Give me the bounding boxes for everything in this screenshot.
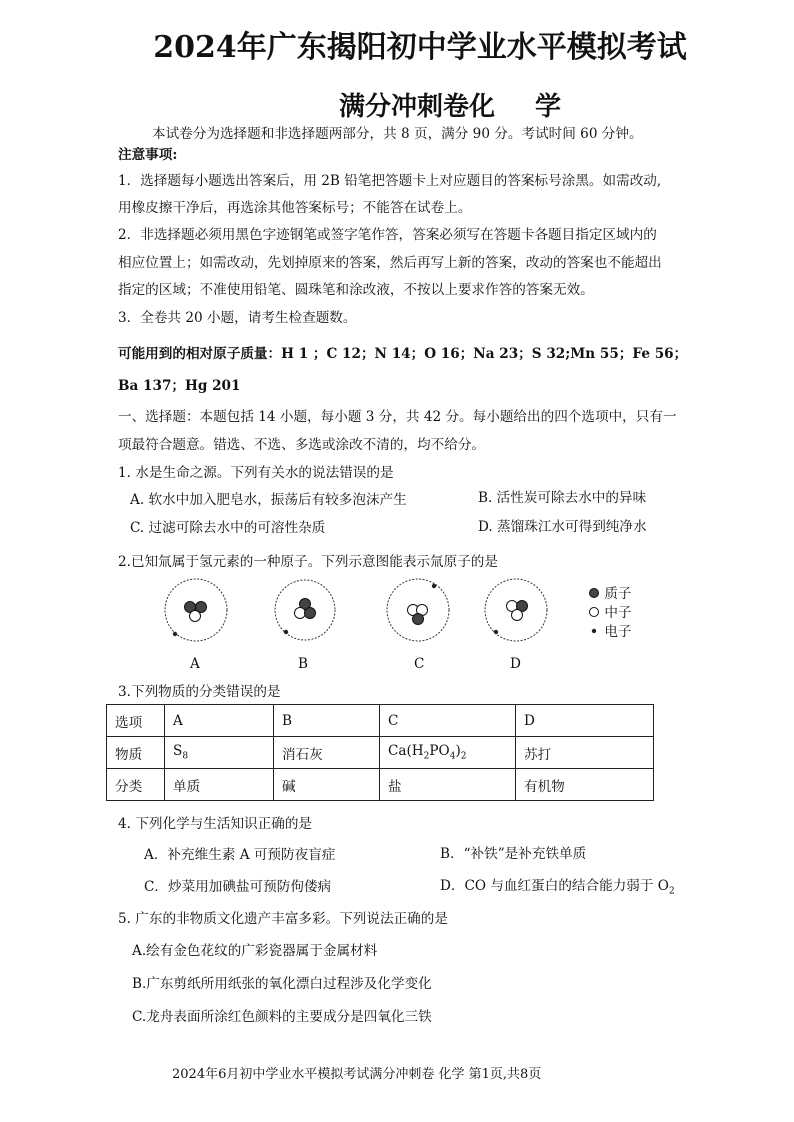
exam-intro: 本试卷分为选择题和非选择题两部分，共 8 页，满分 90 分。考试时间 60 分钟。 (152, 126, 643, 142)
notes-heading: 注意事项: (118, 147, 178, 163)
section1-instructions: 一、选择题：本题包括 14 小题，每小题 3 分，共 42 分。每小题给出的四个选项中，只有一 (118, 409, 677, 425)
atom-diagram-d (482, 576, 550, 644)
exam-title: 2024年广东揭阳初中学业水平模拟考试 (153, 30, 687, 65)
atom-diagram-a (162, 576, 230, 644)
proton-icon (588, 587, 600, 599)
table-cell: C (380, 705, 516, 737)
table-row (107, 769, 654, 801)
question-1-option-c: C. 过滤可除去水中的可溶性杂质 (130, 520, 326, 536)
table-cell: 分类 (107, 769, 165, 801)
notes-line: 2．非选择题必须用黑色字迹钢笔或签字笔作答，答案必须写在答题卡各题目指定区域内的 (118, 227, 657, 243)
neutron-icon (588, 606, 600, 618)
table-cell: $Ca(H_2PO_4)_2$ (380, 737, 516, 769)
question-4-option-c: C．炒菜用加碘盐可预防佝偻病 (144, 879, 332, 895)
page-footer: 2024年6月初中学业水平模拟考试满分冲刺卷 化学 第1页,共8页 (172, 1067, 542, 1082)
section1-instructions: 项最符合题意。错选、不选、多选或涂改不清的，均不给分。 (118, 437, 486, 453)
question-4-option-d: D．CO 与血红蛋白的结合能力弱于 $O_2$ (440, 878, 675, 897)
exam-subtitle: 满分冲刺卷化 学 (338, 92, 562, 122)
question-5-stem: 5. 广东的非物质文化遗产丰富多彩。下列说法正确的是 (118, 911, 448, 927)
table-row (107, 737, 654, 769)
atomic-masses-line: 可能用到的相对原子质量：H 1 ；C 12；N 14；O 16；Na 23；S 32;Mn 55；Fe 56； (118, 346, 688, 362)
atom-diagram-c (384, 576, 452, 644)
notes-line: 用橡皮擦干净后，再选涂其他答案标号；不能答在试卷上。 (118, 200, 472, 216)
legend-proton: 质子 (588, 582, 632, 602)
notes-line: 3．全卷共 20 小题，请考生检查题数。 (118, 310, 357, 326)
table-cell: D (516, 705, 654, 737)
table-cell: A (165, 705, 274, 737)
question-5-option-b: B.广东剪纸所用纸张的氧化漂白过程涉及化学变化 (132, 976, 432, 992)
table-cell: 物质 (107, 737, 165, 769)
table-cell: 单质 (165, 769, 274, 801)
table-cell: 有机物 (516, 769, 654, 801)
legend-neutron: 中子 (588, 601, 632, 621)
question-1-option-a: A. 软水中加入肥皂水，振荡后有较多泡沫产生 (130, 492, 407, 508)
atom-label-d: D (510, 656, 521, 672)
legend-electron: 电子 (588, 620, 632, 640)
classification-table (106, 704, 654, 801)
question-1-option-d: D. 蒸馏珠江水可得到纯净水 (478, 519, 647, 535)
table-cell: 苏打 (516, 737, 654, 769)
question-5-option-a: A.绘有金色花纹的广彩瓷器属于金属材料 (132, 943, 378, 959)
question-1-option-b: B. 活性炭可除去水中的异味 (478, 490, 647, 506)
table-cell: 盐 (380, 769, 516, 801)
question-4-option-b: B．“补铁”是补充铁单质 (440, 846, 587, 862)
table-cell: $S_8$ (165, 737, 274, 769)
question-2-stem: 2.已知氚属于氢元素的一种原子。下列示意图能表示氚原子的是 (118, 554, 498, 570)
electron-icon (588, 625, 600, 637)
atom-label-b: B (298, 656, 308, 672)
table-row (107, 705, 654, 737)
table-cell: B (274, 705, 380, 737)
atom-diagram-b (272, 576, 338, 644)
question-5-option-c: C.龙舟表面所涂红色颜料的主要成分是四氧化三铁 (132, 1009, 432, 1025)
table-cell: 碱 (274, 769, 380, 801)
question-1-stem: 1. 水是生命之源。下列有关水的说法错误的是 (118, 465, 394, 481)
notes-line: 相应位置上；如需改动，先划掉原来的答案，然后再写上新的答案，改动的答案也不能超出 (118, 255, 662, 271)
question-3-stem: 3.下列物质的分类错误的是 (118, 684, 281, 700)
atomic-masses-line: Ba 137；Hg 201 (118, 378, 241, 394)
table-cell: 消石灰 (274, 737, 380, 769)
question-4-option-a: A．补充维生素 A 可预防夜盲症 (144, 847, 336, 863)
question-4-stem: 4. 下列化学与生活知识正确的是 (118, 816, 313, 832)
notes-line: 1．选择题每小题选出答案后，用 2B 铅笔把答题卡上对应题目的答案标号涂黑。如需改动, (118, 173, 662, 189)
atom-label-c: C (414, 656, 425, 672)
table-cell: 选项 (107, 705, 165, 737)
atom-label-a: A (190, 656, 200, 672)
notes-line: 指定的区域；不准使用铅笔、圆珠笔和涂改液，不按以上要求作答的答案无效。 (118, 282, 594, 298)
